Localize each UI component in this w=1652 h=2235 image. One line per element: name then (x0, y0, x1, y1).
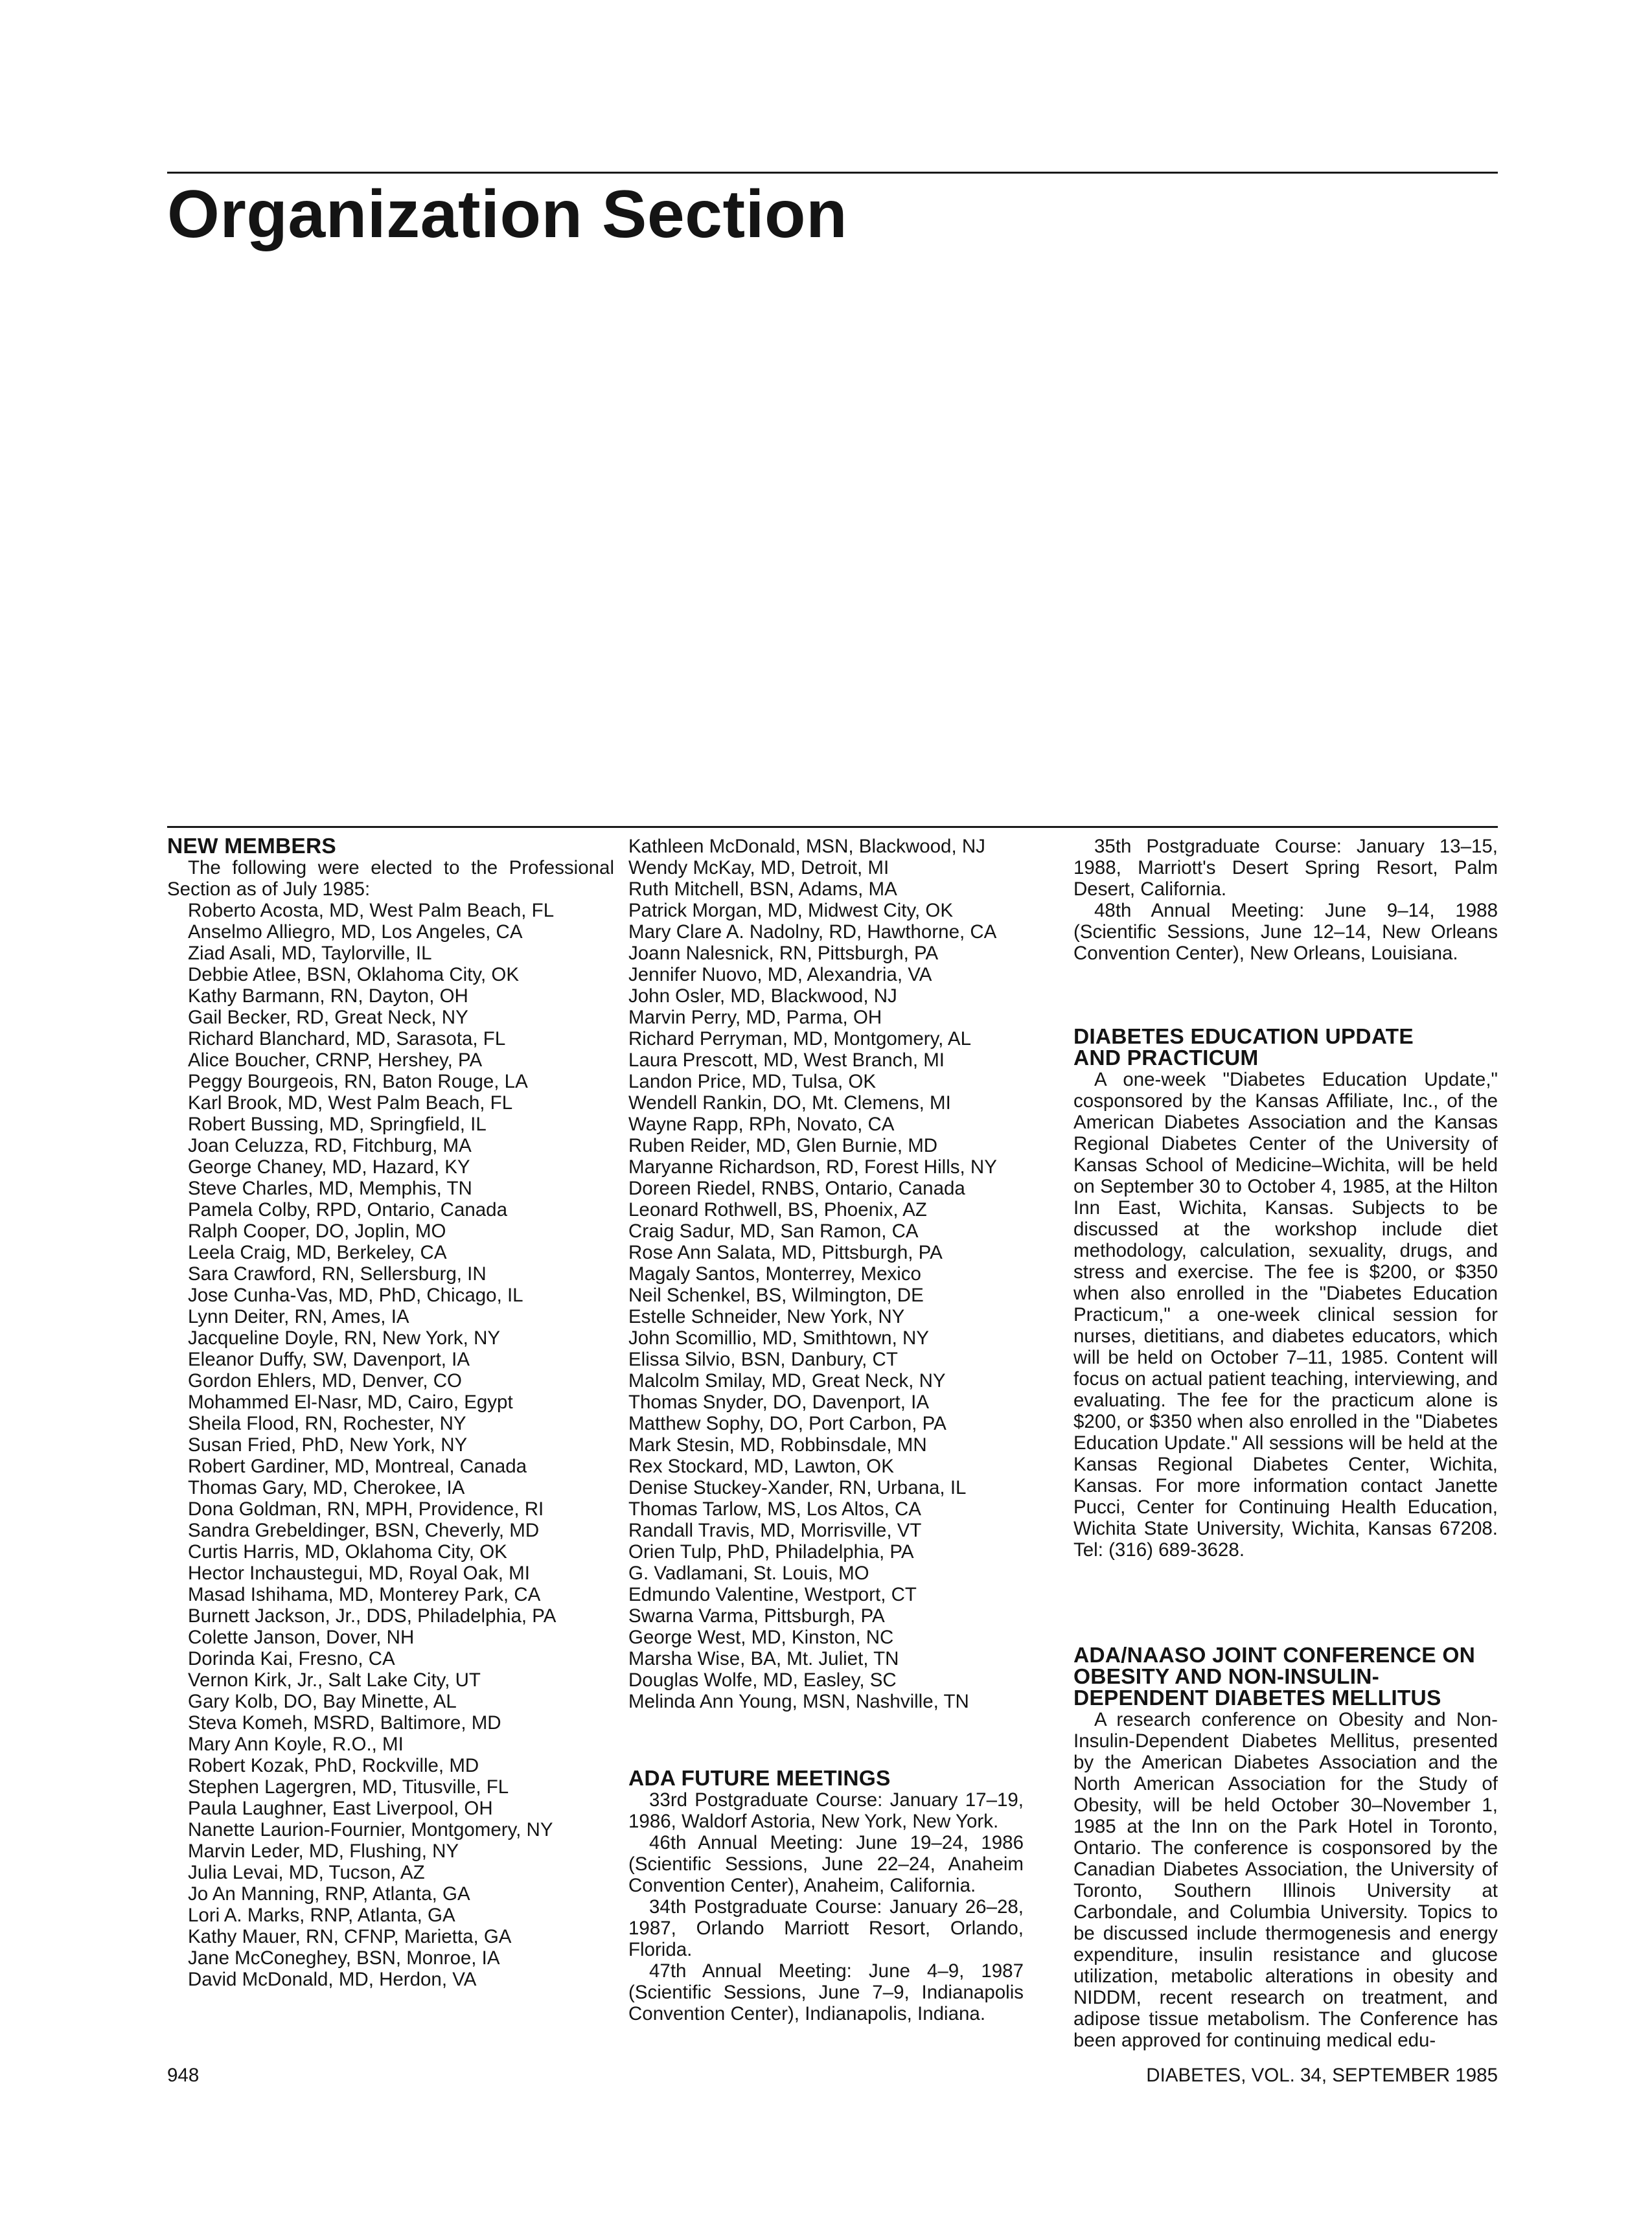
member-entry: Alice Boucher, CRNP, Hershey, PA (188, 1049, 483, 1071)
member-entry: Jo An Manning, RNP, Atlanta, GA (188, 1883, 470, 1905)
column-3 (1073, 836, 1498, 2051)
member-entry: Steva Komeh, MSRD, Baltimore, MD (188, 1712, 501, 1734)
member-entry: Ziad Asali, MD, Taylorville, IL (188, 943, 432, 964)
member-entry: Thomas Snyder, DO, Davenport, IA (628, 1392, 930, 1413)
member-entry: Wendy McKay, MD, Detroit, MI (628, 857, 889, 878)
member-entry: Wayne Rapp, RPh, Novato, CA (628, 1114, 895, 1135)
joint-conference-body: A research conference on Obesity and Non-Insulin-Dependent Diabetes Mellitus, presented by the American Diabetes Association and the North American Association for the Study of Obesity, will be held October 30–November 1, 1985 at the Inn on the Park Hotel in Toronto, Ontario. The conference is cosponsored by the Canadian Diabetes Association, the University of Toronto, Southern Illinois University at Carbondale, and Columbia University. Topics to be discussed include thermogenesis and energy expenditure, insulin resistance and glucose utilization, metabolic alterations in obesity and NIDDM, recent research on treatment, and adipose tissue metabolism. The Conference has been approved for continuing medical edu- (1073, 1709, 1498, 2051)
education-update-heading-1: DIABETES EDUCATION UPDATE (1073, 1025, 1414, 1049)
member-entry: Dorinda Kai, Fresno, CA (188, 1648, 395, 1669)
member-entry: Malcolm Smilay, MD, Great Neck, NY (628, 1370, 946, 1392)
member-entry: Marsha Wise, BA, Mt. Juliet, TN (628, 1648, 899, 1669)
member-entry: Wendell Rankin, DO, Mt. Clemens, MI (628, 1092, 951, 1114)
member-entry: Magaly Santos, Monterrey, Mexico (628, 1263, 921, 1285)
member-entry: Karl Brook, MD, West Palm Beach, FL (188, 1092, 513, 1114)
member-entry: Leela Craig, MD, Berkeley, CA (188, 1242, 447, 1263)
member-entry: Hector Inchaustegui, MD, Royal Oak, MI (188, 1563, 530, 1584)
member-entry: Estelle Schneider, New York, NY (628, 1306, 905, 1327)
member-entry: Marvin Perry, MD, Parma, OH (628, 1007, 882, 1028)
meeting-item: 35th Postgraduate Course: January 13–15, 1988, Marriott's Desert Spring Resort, Palm Desert, California. (1073, 836, 1498, 900)
education-update-heading-2: AND PRACTICUM (1073, 1046, 1259, 1070)
member-entry: Joann Nalesnick, RN, Pittsburgh, PA (628, 943, 939, 964)
member-entry: Maryanne Richardson, RD, Forest Hills, NY (628, 1156, 997, 1178)
member-entry: Stephen Lagergren, MD, Titusville, FL (188, 1776, 509, 1798)
member-entry: Neil Schenkel, BS, Wilmington, DE (628, 1285, 924, 1306)
member-entry: Edmundo Valentine, Westport, CT (628, 1584, 917, 1605)
member-entry: Masad Ishihama, MD, Monterey Park, CA (188, 1584, 541, 1605)
member-entry: George Chaney, MD, Hazard, KY (188, 1156, 470, 1178)
new-members-intro: The following were elected to the Professional Section as of July 1985: (167, 857, 614, 900)
member-entry: Thomas Tarlow, MS, Los Altos, CA (628, 1498, 921, 1520)
page-number: 948 (167, 2065, 200, 2086)
member-entry: Eleanor Duffy, SW, Davenport, IA (188, 1349, 470, 1370)
member-entry: George West, MD, Kinston, NC (628, 1627, 894, 1648)
member-entry: Thomas Gary, MD, Cherokee, IA (188, 1477, 465, 1498)
member-entry: Robert Gardiner, MD, Montreal, Canada (188, 1456, 527, 1477)
member-entry: Mary Clare A. Nadolny, RD, Hawthorne, CA (628, 921, 997, 943)
member-entry: Gordon Ehlers, MD, Denver, CO (188, 1370, 462, 1392)
member-entry: Kathleen McDonald, MSN, Blackwood, NJ (628, 836, 985, 857)
member-entry: G. Vadlamani, St. Louis, MO (628, 1563, 869, 1584)
member-entry: Ralph Cooper, DO, Joplin, MO (188, 1221, 446, 1242)
member-entry: Mary Ann Koyle, R.O., MI (188, 1734, 404, 1755)
joint-conference-heading-3: DEPENDENT DIABETES MELLITUS (1073, 1686, 1441, 1710)
member-entry: Kathy Barmann, RN, Dayton, OH (188, 985, 468, 1007)
member-entry: Roberto Acosta, MD, West Palm Beach, FL (188, 900, 555, 921)
member-entry: Melinda Ann Young, MSN, Nashville, TN (628, 1691, 969, 1712)
member-entry: Steve Charles, MD, Memphis, TN (188, 1178, 472, 1199)
member-entry: Peggy Bourgeois, RN, Baton Rouge, LA (188, 1071, 528, 1092)
member-entry: Joan Celuzza, RD, Fitchburg, MA (188, 1135, 472, 1156)
meeting-item: 34th Postgraduate Course: January 26–28, 1987, Orlando Marriott Resort, Orlando, Florida. (628, 1896, 1024, 1960)
member-entry: Anselmo Alliegro, MD, Los Angeles, CA (188, 921, 523, 943)
member-list-col2 (628, 836, 1024, 1712)
member-entry: Pamela Colby, RPD, Ontario, Canada (188, 1199, 507, 1221)
member-entry: John Scomillio, MD, Smithtown, NY (628, 1327, 929, 1349)
member-entry: David McDonald, MD, Herdon, VA (188, 1969, 477, 1990)
member-entry: Douglas Wolfe, MD, Easley, SC (628, 1669, 897, 1691)
member-entry: Richard Perryman, MD, Montgomery, AL (628, 1028, 971, 1049)
member-entry: Curtis Harris, MD, Oklahoma City, OK (188, 1541, 507, 1563)
section-rule (167, 826, 1498, 828)
member-entry: Vernon Kirk, Jr., Salt Lake City, UT (188, 1669, 481, 1691)
member-entry: Jane McConeghey, BSN, Monroe, IA (188, 1947, 500, 1969)
member-entry: Lori A. Marks, RNP, Atlanta, GA (188, 1905, 455, 1926)
member-entry: Nanette Laurion-Fournier, Montgomery, NY (188, 1819, 553, 1840)
member-entry: Jennifer Nuovo, MD, Alexandria, VA (628, 964, 932, 985)
member-entry: Doreen Riedel, RNBS, Ontario, Canada (628, 1178, 965, 1199)
member-entry: Sara Crawford, RN, Sellersburg, IN (188, 1263, 487, 1285)
member-entry: Mohammed El-Nasr, MD, Cairo, Egypt (188, 1392, 513, 1413)
member-entry: Lynn Deiter, RN, Ames, IA (188, 1306, 409, 1327)
member-entry: Jose Cunha-Vas, MD, PhD, Chicago, IL (188, 1285, 523, 1306)
meeting-item: 46th Annual Meeting: June 19–24, 1986 (Scientific Sessions, June 22–24, Anaheim Convention Center), Anaheim, California. (628, 1832, 1024, 1896)
member-entry: Elissa Silvio, BSN, Danbury, CT (628, 1349, 898, 1370)
member-entry: Leonard Rothwell, BS, Phoenix, AZ (628, 1199, 927, 1221)
member-entry: Marvin Leder, MD, Flushing, NY (188, 1840, 459, 1862)
member-entry: Dona Goldman, RN, MPH, Providence, RI (188, 1498, 544, 1520)
member-entry: Matthew Sophy, DO, Port Carbon, PA (628, 1413, 946, 1434)
member-entry: Debbie Atlee, BSN, Oklahoma City, OK (188, 964, 520, 985)
member-entry: Craig Sadur, MD, San Ramon, CA (628, 1221, 919, 1242)
member-entry: Denise Stuckey-Xander, RN, Urbana, IL (628, 1477, 967, 1498)
member-entry: Robert Kozak, PhD, Rockville, MD (188, 1755, 479, 1776)
page-title: Organization Section (167, 177, 848, 252)
running-foot: DIABETES, VOL. 34, SEPTEMBER 1985 (1146, 2065, 1498, 2086)
new-members-heading: NEW MEMBERS (167, 834, 336, 858)
education-update-body: A one-week "Diabetes Education Update," cosponsored by the Kansas Affiliate, Inc., of the American Diabetes Association and the Kansas Regional Diabetes Center of the University of Kansas School of Medicine–Wichita, will be held on September 30 to October 4, 1985, at the Hilton Inn East, Wichita, Kansas. Subjects to be discussed at the workshop include diet methodology, calculation, sexuality, drugs, and stress and exercise. The fee is $200, or $350 when also enrolled in the "Diabetes Education Practicum," a one-week clinical session for nurses, dietitians, and diabetes educators, which will be held on October 7–11, 1985. Content will focus on actual patient teaching, interviewing, and evaluating. The fee for the practicum alone is $200, or $350 when also enrolled in the "Diabetes Education Update." All sessions will be held at the Kansas Regional Diabetes Center, Wichita, Kansas. For more information contact Janette Pucci, Center for Continuing Health Education, Wichita State University, Wichita, Kansas 67208. Tel: (316) 689-3628. (1073, 1069, 1498, 1561)
joint-conference-heading-2: OBESITY AND NON-INSULIN- (1073, 1665, 1379, 1689)
future-meetings-heading: ADA FUTURE MEETINGS (628, 1767, 891, 1791)
member-entry: John Osler, MD, Blackwood, NJ (628, 985, 897, 1007)
member-entry: Mark Stesin, MD, Robbinsdale, MN (628, 1434, 927, 1456)
member-entry: Kathy Mauer, RN, CFNP, Marietta, GA (188, 1926, 512, 1947)
column-2 (628, 836, 1024, 2024)
member-entry: Colette Janson, Dover, NH (188, 1627, 415, 1648)
member-entry: Robert Bussing, MD, Springfield, IL (188, 1114, 487, 1135)
member-entry: Gail Becker, RD, Great Neck, NY (188, 1007, 468, 1028)
member-entry: Rex Stockard, MD, Lawton, OK (628, 1456, 894, 1477)
member-entry: Ruth Mitchell, BSN, Adams, MA (628, 878, 897, 900)
header-rule (167, 172, 1498, 174)
member-entry: Gary Kolb, DO, Bay Minette, AL (188, 1691, 457, 1712)
meeting-item: 47th Annual Meeting: June 4–9, 1987 (Scientific Sessions, June 7–9, Indianapolis Convention Center), Indianapolis, Indiana. (628, 1960, 1024, 2024)
member-entry: Jacqueline Doyle, RN, New York, NY (188, 1327, 501, 1349)
member-entry: Julia Levai, MD, Tucson, AZ (188, 1862, 425, 1883)
meeting-item: 33rd Postgraduate Course: January 17–19, 1986, Waldorf Astoria, New York, New York. (628, 1789, 1024, 1832)
column-1 (167, 836, 614, 1990)
joint-conference-heading-1: ADA/NAASO JOINT CONFERENCE ON (1073, 1644, 1476, 1668)
member-entry: Swarna Varma, Pittsburgh, PA (628, 1605, 885, 1627)
member-entry: Paula Laughner, East Liverpool, OH (188, 1798, 493, 1819)
meeting-item: 48th Annual Meeting: June 9–14, 1988 (Scientific Sessions, June 12–14, New Orleans Convention Center), New Orleans, Louisiana. (1073, 900, 1498, 964)
member-entry: Richard Blanchard, MD, Sarasota, FL (188, 1028, 506, 1049)
member-entry: Sheila Flood, RN, Rochester, NY (188, 1413, 466, 1434)
member-entry: Patrick Morgan, MD, Midwest City, OK (628, 900, 954, 921)
member-entry: Orien Tulp, PhD, Philadelphia, PA (628, 1541, 914, 1563)
member-entry: Sandra Grebeldinger, BSN, Cheverly, MD (188, 1520, 540, 1541)
member-entry: Rose Ann Salata, MD, Pittsburgh, PA (628, 1242, 943, 1263)
member-entry: Ruben Reider, MD, Glen Burnie, MD (628, 1135, 938, 1156)
member-entry: Laura Prescott, MD, West Branch, MI (628, 1049, 945, 1071)
member-list-col1 (167, 900, 614, 1990)
member-entry: Randall Travis, MD, Morrisville, VT (628, 1520, 922, 1541)
member-entry: Burnett Jackson, Jr., DDS, Philadelphia, PA (188, 1605, 556, 1627)
member-entry: Susan Fried, PhD, New York, NY (188, 1434, 468, 1456)
member-entry: Landon Price, MD, Tulsa, OK (628, 1071, 877, 1092)
